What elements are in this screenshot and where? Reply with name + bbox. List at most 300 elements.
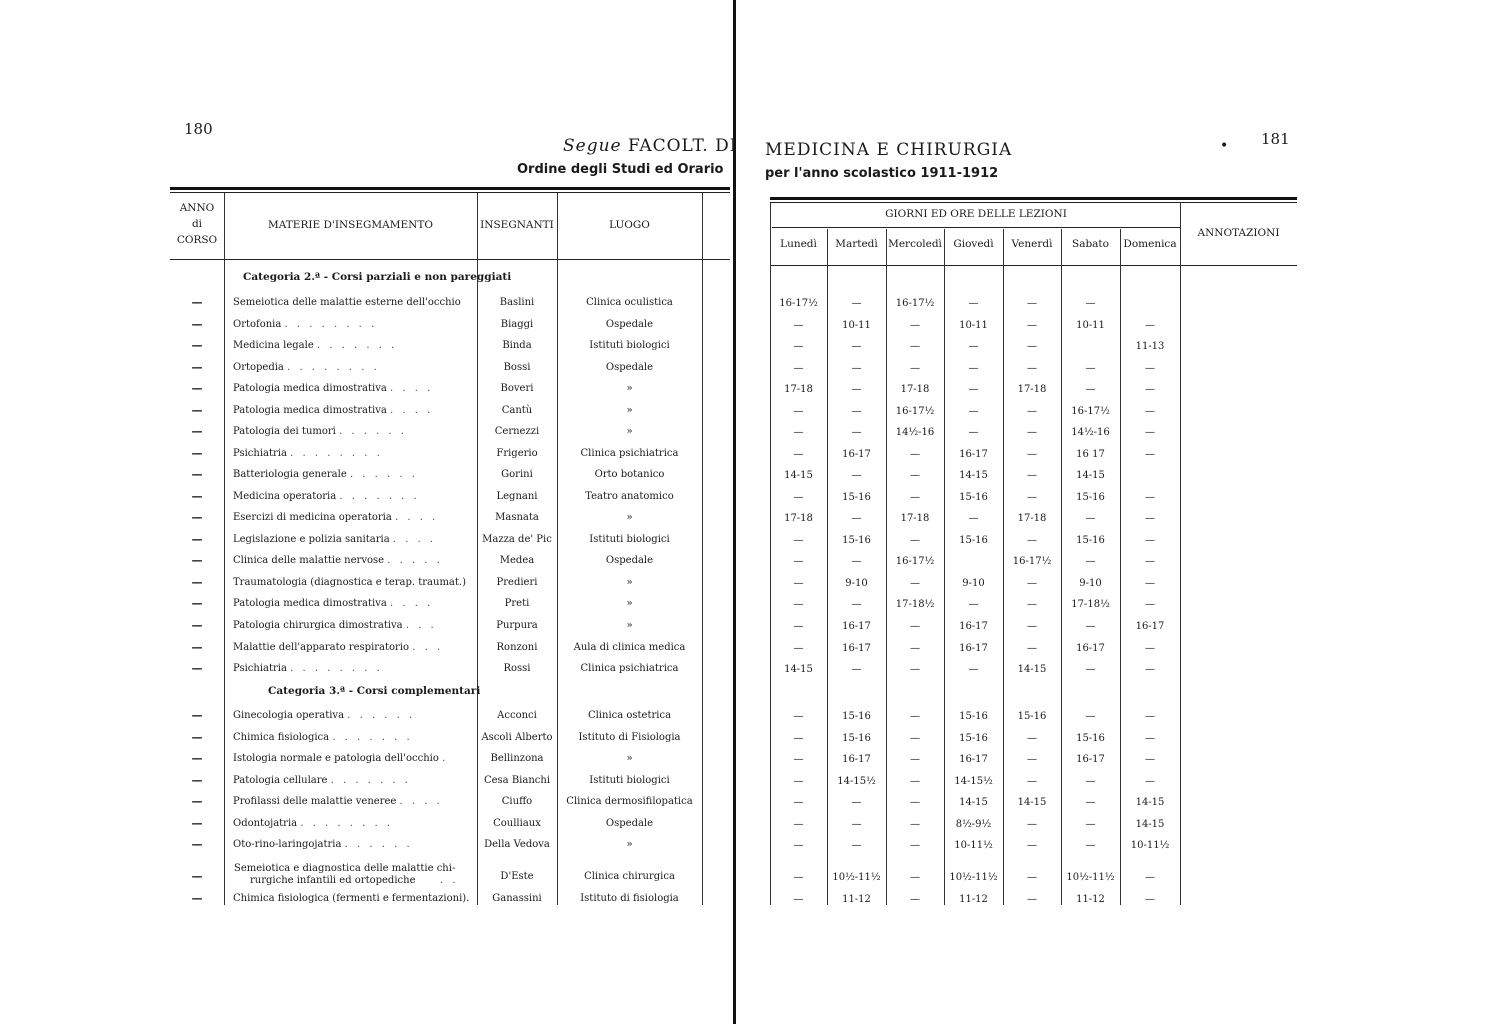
col-materie-header: MATERIE D'INSEGMAMENTO (268, 219, 433, 231)
day-cell-5: 16 17 (1076, 449, 1105, 460)
heading-prefix: Segue (563, 136, 622, 156)
day-header-martedi: Martedì (835, 238, 878, 250)
day-cell-6: — (1145, 711, 1155, 722)
category-2-label: Categoria 2.ª - Corsi parziali e non pareggiati (243, 271, 512, 283)
day-cell-5: 14½-16 (1071, 427, 1110, 438)
insegnante-cell: Ciuffo (501, 796, 533, 807)
materia-cell (233, 511, 474, 525)
leader-dots: . . . . . . . . (284, 319, 378, 330)
materia-cell (233, 490, 474, 504)
day-cell-2: — (910, 894, 920, 905)
luogo-cell: Istituti biologici (589, 340, 670, 351)
day-cell-5: 16-17 (1076, 754, 1105, 765)
day-cell-1: 14-15½ (837, 776, 876, 787)
insegnante-cell: Masnata (495, 512, 539, 523)
page-heading-left (563, 136, 737, 156)
day-cell-1: — (851, 341, 862, 352)
insegnante-cell: Cernezzi (494, 426, 540, 437)
insegnante-cell: Predieri (496, 577, 538, 588)
luogo-cell: Clinica psichiatrica (580, 448, 679, 459)
day-cell-3: 15-16 (959, 535, 988, 546)
day-cell-2: — (910, 797, 920, 808)
day-cell-5: — (1085, 664, 1096, 675)
anno-cell: — (191, 817, 203, 830)
day-cell-1: — (851, 298, 862, 309)
day-cell-2: — (910, 578, 920, 589)
insegnante-cell: Mazza de' Pic (482, 534, 552, 545)
anno-cell: — (191, 468, 203, 481)
anno-cell: — (191, 511, 203, 524)
materia-cell (233, 892, 474, 906)
col-insegnanti-header: INSEGNANTI (480, 219, 554, 231)
day-cell-2: 14½-16 (895, 427, 935, 438)
day-cell-0: — (793, 556, 804, 567)
day-cell-6: — (1145, 449, 1155, 460)
day-cell-6: — (1145, 492, 1155, 503)
materia-cell (233, 641, 474, 655)
materia-text: Profilassi delle malattie veneree (233, 796, 397, 807)
luogo-cell: Teatro anatomico (585, 491, 674, 502)
luogo-cell: Clinica dermosifilopatica (566, 796, 693, 807)
day-cell-1: 16-17 (842, 754, 871, 765)
materia-cell (233, 533, 474, 547)
day-cell-6: — (1145, 776, 1155, 787)
day-cell-4: — (1027, 320, 1037, 331)
day-cell-3: — (968, 341, 979, 352)
day-cell-0: — (793, 840, 804, 851)
annotazioni-header: ANNOTAZIONI (1197, 227, 1280, 239)
anno-cell: — (191, 752, 203, 765)
day-cell-1: 15-16 (842, 733, 871, 744)
materia-text: Patologia cellulare (233, 775, 328, 786)
col-luogo-header: LUOGO (609, 219, 650, 231)
materia-text: Traumatologia (diagnostica e terap. traumat.) (233, 577, 466, 588)
materia-cell (233, 838, 474, 852)
materia-cell (233, 619, 474, 633)
day-cell-1: — (851, 840, 862, 851)
leader-dots: . . . (405, 620, 437, 631)
luogo-cell: Istituti biologici (589, 534, 670, 545)
day-cell-1: — (851, 406, 862, 417)
rule-top-right-thin (770, 202, 1297, 203)
leader-dots: . . . . . . (347, 710, 416, 721)
leader-dots: . . . . . . (349, 469, 418, 480)
day-cell-1: 16-17 (842, 643, 871, 654)
rule-top-left-thin (170, 192, 730, 193)
day-cell-2: — (910, 754, 920, 765)
day-cell-3: — (968, 513, 979, 524)
day-cell-2: — (910, 643, 920, 654)
vline-luogo (702, 193, 703, 905)
day-cell-2: — (910, 341, 920, 352)
day-cell-3: — (968, 384, 979, 395)
day-cell-1: — (851, 384, 862, 395)
day-header-giovedi: Giovedì (953, 238, 994, 250)
day-cell-5: 15-16 (1076, 492, 1105, 503)
day-cell-6: 14-15 (1135, 819, 1165, 830)
day-cell-3: 9-10 (962, 578, 985, 589)
day-cell-2: — (910, 840, 920, 851)
day-cell-6: — (1145, 872, 1155, 883)
leader-dots: . . . . . . (344, 839, 413, 850)
day-cell-4: — (1027, 621, 1037, 632)
luogo-cell: Clinica ostetrica (587, 710, 672, 721)
materia-cell (233, 576, 474, 590)
day-cell-6: 16-17 (1135, 621, 1165, 632)
day-cell-2: — (910, 819, 920, 830)
leader-dots: . . . . . . . . (287, 362, 380, 373)
anno-cell: — (191, 533, 203, 546)
page-heading-right: MEDICINA E CHIRURGIA (765, 140, 1013, 160)
day-cell-4: — (1027, 578, 1037, 589)
day-cell-1: 16-17 (842, 621, 871, 632)
day-cell-4: 16-17½ (1012, 556, 1052, 567)
day-cell-4: — (1027, 754, 1037, 765)
day-cell-3: 14-15½ (954, 776, 993, 787)
anno-cell: — (191, 795, 203, 808)
day-cell-4: 14-15 (1017, 664, 1047, 675)
materia-cell (233, 597, 474, 611)
day-cell-1: — (851, 513, 862, 524)
day-cell-0: — (793, 643, 804, 654)
day-cell-0: — (793, 894, 804, 905)
day-cell-0: 17-18 (784, 384, 813, 395)
day-cell-5: — (1085, 819, 1096, 830)
day-cell-1: 9-10 (845, 578, 868, 589)
leader-dots: . (442, 753, 449, 764)
day-cell-1: — (851, 470, 862, 481)
day-cell-5: 10-11 (1076, 320, 1105, 331)
anno-cell: — (191, 641, 203, 654)
day-cell-3: 10-11½ (954, 840, 993, 851)
day-cell-4: — (1027, 363, 1037, 374)
day-cell-0: — (793, 819, 804, 830)
materia-cell (233, 817, 474, 831)
page-number-right: 181 (1261, 130, 1290, 148)
materia-text: Chimica fisiologica (fermenti e fermentazioni). (233, 893, 470, 904)
materia-text: Patologia chirurgica dimostrativa (233, 620, 403, 631)
day-cell-5: — (1085, 621, 1096, 632)
day-cell-6: 14-15 (1135, 797, 1165, 808)
day-cell-1: 16-17 (842, 449, 871, 460)
day-cell-1: 11-12 (842, 894, 871, 905)
day-cell-5: — (1085, 797, 1096, 808)
day-cell-5: — (1085, 363, 1096, 374)
day-cell-2: — (910, 733, 920, 744)
day-cell-2: 16-17½ (895, 406, 935, 417)
day-cell-2: — (910, 776, 920, 787)
day-cell-1: — (851, 363, 862, 374)
day-cell-4: — (1027, 643, 1037, 654)
leader-dots: . . . . . . . . (300, 818, 393, 829)
luogo-cell: Clinica psichiatrica (580, 663, 679, 674)
category-3-label: Categoria 3.ª - Corsi complementari (268, 685, 481, 697)
materia-text: Ginecologia operativa (233, 710, 345, 721)
insegnante-cell: Baslini (499, 297, 535, 308)
group-header: GIORNI ED ORE DELLE LEZIONI (885, 208, 1067, 220)
leader-dots: . . . . (390, 598, 434, 609)
luogo-cell: Ospedale (605, 818, 654, 829)
day-cell-5: — (1085, 776, 1096, 787)
day-cell-5: — (1085, 384, 1096, 395)
day-cell-3: 15-16 (959, 733, 988, 744)
day-cell-6: — (1145, 427, 1155, 438)
materia-cell (233, 774, 474, 788)
day-cell-3: — (968, 599, 979, 610)
day-cell-2: — (910, 711, 920, 722)
anno-cell: — (191, 425, 203, 438)
anno-cell: — (191, 490, 203, 503)
rule-top-left (170, 187, 730, 190)
day-cell-2: 17-18 (900, 384, 930, 395)
day-cell-3: — (968, 298, 979, 309)
leader-dots: . . . . (399, 796, 443, 807)
day-cell-1: — (851, 599, 862, 610)
day-header-mercoledi: Mercoledì (888, 238, 942, 250)
leader-dots: . . . (412, 642, 444, 653)
materia-cell (233, 296, 474, 310)
day-cell-0: — (793, 535, 804, 546)
anno-cell: — (191, 339, 203, 352)
materia-cell (233, 404, 474, 418)
materia-cell (233, 795, 474, 809)
leader-dots: . . . . (390, 383, 434, 394)
day-cell-0: 17-18 (784, 513, 813, 524)
day-cell-0: — (793, 427, 804, 438)
day-cell-4: 17-18 (1017, 384, 1047, 395)
day-cell-1: — (851, 664, 862, 675)
day-cell-6: — (1145, 535, 1155, 546)
luogo-cell: » (626, 839, 633, 850)
day-cell-6: — (1145, 599, 1155, 610)
day-cell-2: 17-18½ (895, 599, 935, 610)
insegnante-cell: Boveri (500, 383, 534, 394)
day-cell-5: — (1085, 556, 1096, 567)
anno-cell: — (191, 619, 203, 632)
insegnante-cell: Medea (499, 555, 535, 566)
day-cell-4: — (1027, 733, 1037, 744)
day-cell-4: — (1027, 341, 1037, 352)
day-cell-1: 10½-11½ (832, 872, 881, 883)
materia-text: Legislazione e polizia sanitaria (233, 534, 390, 545)
day-cell-5: — (1085, 840, 1096, 851)
day-cell-3: 10½-11½ (949, 872, 998, 883)
day-cell-4: — (1027, 427, 1037, 438)
day-cell-3: 14-15 (959, 470, 988, 481)
leader-dots: . . . . (390, 405, 434, 416)
day-cell-6: — (1145, 513, 1155, 524)
materia-text: Odontojatria (233, 818, 298, 829)
day-cell-3: 16-17 (959, 449, 988, 460)
materia-cell (233, 731, 474, 745)
anno-cell: — (191, 361, 203, 374)
day-cell-4: — (1027, 840, 1037, 851)
day-cell-4: 17-18 (1017, 513, 1047, 524)
day-header-sabato: Sabato (1072, 238, 1109, 250)
insegnante-cell: Binda (502, 340, 532, 351)
anno-cell: — (191, 576, 203, 589)
luogo-cell: Ospedale (605, 555, 654, 566)
day-cell-4: 14-15 (1017, 797, 1047, 808)
page-number-left: 180 (184, 120, 213, 138)
materia-text: Ortofonia (233, 319, 282, 330)
day-cell-5: 15-16 (1076, 535, 1105, 546)
materia-text: Medicina operatoria (233, 491, 337, 502)
day-cell-5: 16-17 (1076, 643, 1105, 654)
day-cell-0: — (793, 578, 804, 589)
insegnante-cell: Cantù (501, 405, 533, 416)
rule-group-header (772, 227, 1180, 228)
materia-text: Patologia medica dimostrativa (233, 383, 387, 394)
leader-dots: . . . . . . . . (290, 448, 383, 459)
day-cell-1: 15-16 (842, 711, 871, 722)
day-cell-2: — (910, 664, 920, 675)
day-cell-6: — (1145, 754, 1155, 765)
day-cell-3: 10-11 (959, 320, 988, 331)
materia-text: Batteriologia generale (233, 469, 347, 480)
day-cell-0: — (793, 320, 804, 331)
luogo-cell: Clinica oculistica (586, 297, 673, 308)
anno-cell: — (191, 870, 203, 883)
day-cell-4: — (1027, 776, 1037, 787)
day-cell-0: — (793, 797, 804, 808)
materia-cell (233, 339, 474, 353)
insegnante-cell: Frigerio (496, 448, 538, 459)
day-cell-0: — (793, 754, 804, 765)
day-cell-0: — (793, 733, 804, 744)
day-cell-3: — (968, 406, 979, 417)
materia-cell (233, 382, 474, 396)
day-cell-3: — (968, 664, 979, 675)
materia-text: Oto-rino-laringojatria (233, 839, 342, 850)
insegnante-cell: Ronzoni (496, 642, 538, 653)
day-cell-5: 14-15 (1076, 470, 1105, 481)
materia-cell (233, 468, 474, 482)
anno-cell: — (191, 447, 203, 460)
insegnante-cell: Coulliaux (493, 818, 541, 829)
day-cell-2: 16-17½ (895, 556, 935, 567)
luogo-cell: Ospedale (605, 319, 654, 330)
materia-text: Ortopedia (233, 362, 284, 373)
anno-cell: — (191, 892, 203, 905)
day-cell-4: — (1027, 894, 1037, 905)
insegnante-cell: Rossi (503, 663, 531, 674)
day-cell-5: 15-16 (1076, 733, 1105, 744)
luogo-cell: » (626, 512, 633, 523)
day-cell-1: 10-11 (842, 320, 871, 331)
day-cell-2: — (910, 470, 920, 481)
materia-cell (233, 318, 474, 332)
materia-cell (233, 361, 474, 375)
anno-cell: — (191, 296, 203, 309)
materia-cell (233, 709, 474, 723)
day-cell-1: 15-16 (842, 535, 871, 546)
day-cell-2: — (910, 535, 920, 546)
luogo-cell: Aula di clinica medica (573, 642, 686, 653)
day-cell-0: — (793, 599, 804, 610)
day-cell-5: — (1085, 513, 1096, 524)
insegnante-cell: Cesa Bianchi (483, 775, 551, 786)
day-cell-6: — (1145, 733, 1155, 744)
day-cell-4: — (1027, 535, 1037, 546)
leader-dots: . . . . (392, 534, 437, 545)
materia-text: Esercizi di medicina operatoria (233, 512, 392, 523)
day-cell-3: 14-15 (959, 797, 988, 808)
materia-cell (233, 447, 474, 461)
page-subheading-left: Ordine degli Studi ed Orario (517, 162, 724, 177)
leader-dots: . . . . . . (339, 426, 408, 437)
day-cell-5: — (1085, 711, 1096, 722)
materia-text: Psichiatria (233, 663, 287, 674)
materia-text: Semeiotica delle malattie esterne dell'occhio (233, 297, 461, 308)
day-cell-2: 16-17½ (895, 298, 935, 309)
insegnante-cell: D'Este (500, 871, 534, 882)
anno-cell: — (191, 554, 203, 567)
materia-text: Clinica delle malattie nervose (233, 555, 385, 566)
day-cell-6: — (1145, 643, 1155, 654)
insegnante-cell: Della Vedova (484, 839, 550, 850)
day-cell-2: — (910, 872, 920, 883)
day-cell-4: — (1027, 492, 1037, 503)
day-cell-6: — (1145, 578, 1155, 589)
luogo-cell: Ospedale (605, 362, 654, 373)
day-cell-3: 8½-9½ (955, 819, 992, 830)
day-cell-4: — (1027, 819, 1037, 830)
day-cell-4: — (1027, 298, 1037, 309)
day-cell-0: — (793, 363, 804, 374)
materia-text: Patologia dei tumori (233, 426, 336, 437)
materia-text: Psichiatria (233, 448, 287, 459)
day-cell-3: 11-12 (959, 894, 988, 905)
materia-cell (233, 425, 474, 439)
luogo-cell: » (626, 753, 633, 764)
anno-cell: — (191, 774, 203, 787)
day-cell-4: — (1027, 599, 1037, 610)
leader-dots: . . . . . (387, 555, 443, 566)
day-cell-6: — (1145, 363, 1155, 374)
day-cell-0: — (793, 492, 804, 503)
day-cell-0: — (793, 872, 804, 883)
vline-anno (224, 193, 225, 905)
bullet-mark: • (1220, 138, 1229, 154)
leader-dots: . . . . . . . (332, 732, 413, 743)
day-cell-5: — (1085, 298, 1096, 309)
day-cell-3: 15-16 (959, 492, 988, 503)
insegnante-cell: Legnani (496, 491, 538, 502)
materia-text: Medicina legale (233, 340, 314, 351)
leader-dots: . . . . . . . (339, 491, 420, 502)
materia-cell (233, 752, 474, 766)
day-cell-2: — (910, 320, 920, 331)
day-cell-0: 16-17½ (779, 298, 818, 309)
luogo-cell: Istituti biologici (589, 775, 670, 786)
day-cell-6: — (1145, 664, 1155, 675)
luogo-cell: » (626, 620, 633, 631)
day-cell-3: 16-17 (959, 643, 988, 654)
day-cell-6: — (1145, 320, 1155, 331)
day-cell-0: — (793, 711, 804, 722)
materia-text: Patologia medica dimostrativa (233, 405, 387, 416)
anno-cell: — (191, 597, 203, 610)
day-cell-3: 16-17 (959, 621, 988, 632)
materia-cell-line2: rurgiche infantili ed ortopediche (250, 875, 416, 886)
day-cell-2: 17-18 (900, 513, 930, 524)
day-cell-6: 10-11½ (1130, 840, 1170, 851)
day-cell-2: — (910, 621, 920, 632)
day-header-venerdi: Venerdì (1011, 238, 1053, 250)
day-cell-0: 14-15 (784, 470, 813, 481)
day-cell-0: — (793, 449, 804, 460)
